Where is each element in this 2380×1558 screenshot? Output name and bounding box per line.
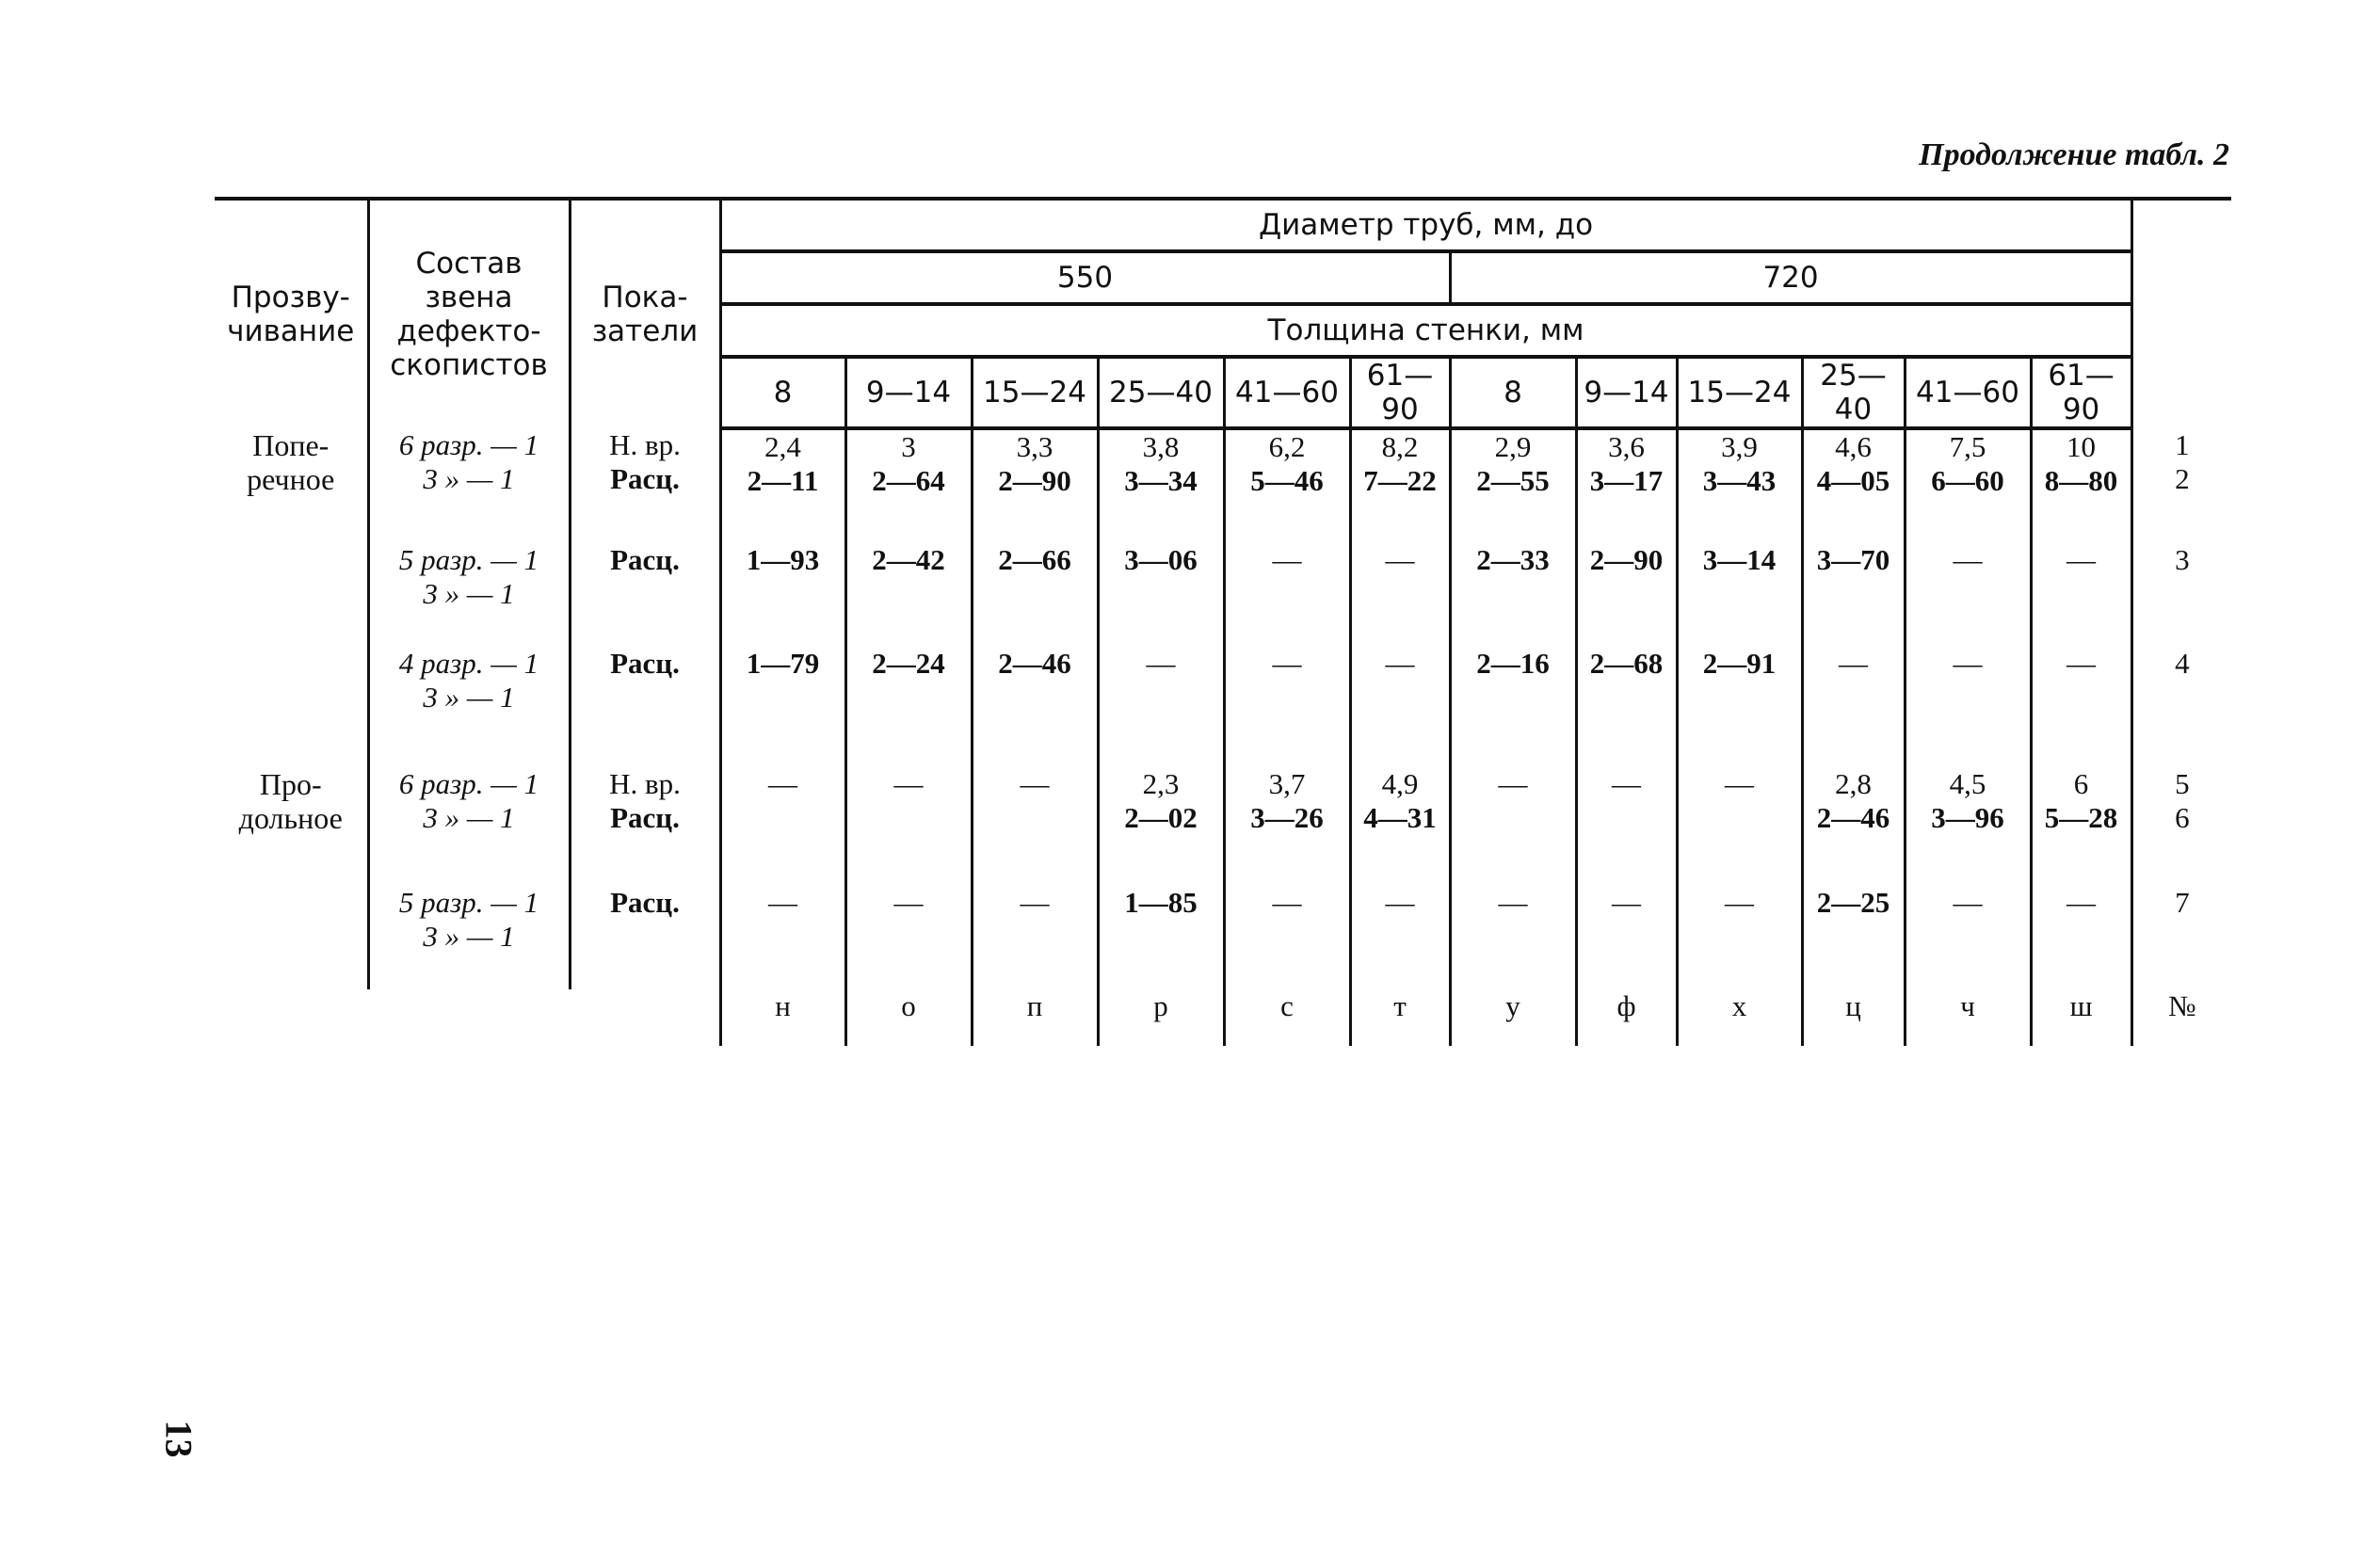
header-thickness: 15—24 <box>972 357 1098 428</box>
value-rate: 2—90 <box>998 464 1071 497</box>
value-rate: — <box>1020 767 1050 800</box>
footer-blank <box>215 989 368 1046</box>
value-rate: 3—26 <box>1250 801 1324 834</box>
header-row <box>215 199 2231 251</box>
cell-crew <box>368 428 570 543</box>
footer-letter: № <box>2131 989 2231 1046</box>
indicator-line: Н. вр. <box>609 428 681 461</box>
cell-value <box>720 428 845 543</box>
value-rate: — <box>1725 886 1754 919</box>
value-norm: 3,6 <box>1608 430 1645 463</box>
cell-value <box>1350 428 1450 543</box>
value-rate: 7—22 <box>1363 464 1437 497</box>
value-rate: 2—68 <box>1589 647 1664 680</box>
cell-indicator <box>570 886 720 989</box>
cell-value <box>1098 767 1224 886</box>
cell-value <box>1224 428 1350 543</box>
cell-indicator <box>570 428 720 543</box>
cell-value <box>1576 428 1677 543</box>
value-rate: — <box>1953 543 1983 576</box>
value-rate: 2—64 <box>872 464 945 497</box>
cell-value <box>1802 428 1905 543</box>
crew-line: 5 разр. — 1 <box>398 543 539 576</box>
value-norm: 3,3 <box>1016 430 1053 463</box>
value-norm: 3 <box>901 430 916 463</box>
header-d550: 550 <box>720 251 1450 304</box>
value-rate: 2—66 <box>998 543 1071 576</box>
cell-value <box>1905 886 2031 989</box>
cell-value <box>1802 886 1905 989</box>
value-rate: — <box>1498 886 1528 919</box>
footer-letter: у <box>1450 989 1576 1046</box>
value-rate: 4—05 <box>1816 464 1890 497</box>
table-row <box>215 543 2231 647</box>
crew-line: 5 разр. — 1 <box>398 886 539 919</box>
cell-crew <box>368 647 570 767</box>
cell-value <box>1224 647 1350 767</box>
value-rate: — <box>1725 767 1754 800</box>
table-row <box>215 647 2231 767</box>
cell-value <box>2031 428 2131 543</box>
header-thickness: 61—90 <box>2031 357 2131 428</box>
value-rate: 3—14 <box>1702 543 1777 576</box>
cell-value <box>2031 647 2131 767</box>
value-norm: 8,2 <box>1381 430 1419 463</box>
value-rate: — <box>2066 647 2097 680</box>
value-rate: 2—24 <box>872 647 945 680</box>
table-caption: Продолжение табл. 2 <box>1919 137 2229 172</box>
cell-value <box>1905 767 2031 886</box>
cell-value <box>845 428 972 543</box>
cell-value <box>1350 647 1450 767</box>
row-number: 2 <box>2175 462 2190 495</box>
value-rate: 3—43 <box>1702 464 1777 497</box>
header-wall: Толщина стенки, мм <box>720 304 2131 357</box>
row-number: 3 <box>2175 543 2190 576</box>
value-rate: 2—02 <box>1124 801 1198 834</box>
value-rate: 2—16 <box>1476 647 1550 680</box>
row-number: 5 <box>2175 767 2190 800</box>
value-norm: 4,6 <box>1835 430 1872 463</box>
cell-value <box>1677 543 1802 647</box>
header-thickness: 25—40 <box>1098 357 1224 428</box>
cell-crew <box>368 886 570 989</box>
cell-value <box>720 767 845 886</box>
cell-value <box>2031 767 2131 886</box>
value-norm: 2,8 <box>1835 767 1872 800</box>
value-rate: 3—70 <box>1816 543 1890 576</box>
cell-value <box>1576 647 1677 767</box>
cell-row-number <box>2131 543 2231 647</box>
value-rate: — <box>893 767 924 800</box>
cell-value <box>972 647 1098 767</box>
value-rate: 2—91 <box>1702 647 1777 680</box>
cell-crew <box>368 543 570 647</box>
footer-letter: х <box>1677 989 1802 1046</box>
value-rate: — <box>1953 647 1983 680</box>
rates-table <box>215 197 2231 1046</box>
cell-indicator <box>570 767 720 886</box>
row-number: 6 <box>2175 801 2190 834</box>
cell-value <box>1350 767 1450 886</box>
cell-value <box>1905 543 2031 647</box>
value-norm: 2,3 <box>1142 767 1180 800</box>
cell-row-number <box>2131 428 2231 543</box>
value-rate: 3—96 <box>1931 801 2004 834</box>
value-rate: 2—42 <box>872 543 945 576</box>
indicator-line: Н. вр. <box>609 767 681 800</box>
value-norm: 10 <box>2066 430 2097 463</box>
value-rate: 1—79 <box>746 647 820 680</box>
cell-value <box>2031 543 2131 647</box>
cell-value <box>1450 543 1576 647</box>
cell-value <box>972 767 1098 886</box>
cell-value <box>1905 428 2031 543</box>
cell-row-number <box>2131 647 2231 767</box>
cell-value <box>1224 886 1350 989</box>
cell-value <box>845 647 972 767</box>
table-row <box>215 428 2231 543</box>
cell-value <box>972 543 1098 647</box>
cell-value <box>972 428 1098 543</box>
cell-crew <box>368 767 570 886</box>
cell-value <box>1677 647 1802 767</box>
value-rate: 4—31 <box>1363 801 1437 834</box>
cell-value <box>972 886 1098 989</box>
value-rate: 1—93 <box>746 543 820 576</box>
header-thickness: 25—40 <box>1802 357 1905 428</box>
value-norm: 2,4 <box>764 430 801 463</box>
footer-letter: ц <box>1802 989 1905 1046</box>
crew-line: 3 » — 1 <box>423 681 515 714</box>
header-thickness: 15—24 <box>1677 357 1802 428</box>
cell-value <box>1802 767 1905 886</box>
header-thickness: 9—14 <box>1576 357 1677 428</box>
cell-value <box>720 647 845 767</box>
crew-line: 3 » — 1 <box>423 801 515 834</box>
footer-letter: т <box>1350 989 1450 1046</box>
value-rate: — <box>1953 886 1983 919</box>
value-rate: — <box>1498 767 1528 800</box>
value-rate: 2—46 <box>998 647 1071 680</box>
cell-value <box>1576 886 1677 989</box>
cell-value <box>845 767 972 886</box>
value-rate: — <box>768 886 797 919</box>
value-rate: 3—06 <box>1124 543 1198 576</box>
header-thickness: 41—60 <box>1224 357 1350 428</box>
value-rate: — <box>1020 886 1050 919</box>
crew-line: 4 разр. — 1 <box>398 647 539 680</box>
table-body <box>215 199 2231 1046</box>
value-norm: 2,9 <box>1494 430 1532 463</box>
cell-value <box>1576 543 1677 647</box>
crew-line: 3 » — 1 <box>423 462 515 495</box>
cell-indicator <box>570 647 720 767</box>
value-rate: 2—11 <box>747 464 819 497</box>
cell-value <box>1224 543 1350 647</box>
value-norm: 4,5 <box>1949 767 1986 800</box>
value-rate: — <box>1272 886 1302 919</box>
value-norm: 3,7 <box>1268 767 1306 800</box>
value-norm: 6 <box>2073 767 2089 800</box>
row-number: 4 <box>2175 647 2190 680</box>
cell-sounding: Попе- речное <box>215 428 368 543</box>
cell-value <box>1905 647 2031 767</box>
footer-letter: п <box>972 989 1098 1046</box>
crew-line: 6 разр. — 1 <box>398 428 539 461</box>
value-rate: — <box>1385 647 1415 680</box>
cell-value <box>720 886 845 989</box>
header-d720: 720 <box>1450 251 2131 304</box>
value-rate: — <box>2066 543 2097 576</box>
crew-line: 6 разр. — 1 <box>398 767 539 800</box>
indicator-line: Расц. <box>610 886 680 919</box>
header-diameter: Диаметр труб, мм, до <box>720 199 2131 251</box>
cell-row-number <box>2131 767 2231 886</box>
value-rate: 5—28 <box>2044 801 2118 834</box>
cell-indicator <box>570 543 720 647</box>
value-rate: — <box>1839 647 1868 680</box>
value-rate: — <box>1272 647 1302 680</box>
value-rate: 8—80 <box>2044 464 2118 497</box>
indicator-line: Расц. <box>610 801 680 834</box>
value-rate: 2—33 <box>1476 543 1550 576</box>
cell-value <box>1576 767 1677 886</box>
footer-letter: ш <box>2031 989 2131 1046</box>
cell-row-number <box>2131 886 2231 989</box>
footer-row <box>215 989 2231 1046</box>
footer-blank <box>368 989 570 1046</box>
value-rate: 3—34 <box>1124 464 1198 497</box>
value-rate: — <box>1272 543 1302 576</box>
value-norm: 3,8 <box>1142 430 1180 463</box>
value-rate: 2—46 <box>1816 801 1890 834</box>
header-crew: Состав звена дефекто- скопистов <box>368 199 570 428</box>
footer-blank <box>570 989 720 1046</box>
header-num-col <box>2131 199 2231 428</box>
table-row <box>215 886 2231 989</box>
value-rate: — <box>1385 886 1415 919</box>
cell-value <box>1098 543 1224 647</box>
cell-sounding <box>215 647 368 767</box>
value-rate: 2—25 <box>1816 886 1890 919</box>
indicator-line: Расц. <box>610 462 680 495</box>
header-thickness: 8 <box>1450 357 1576 428</box>
header-indicators: Пока- затели <box>570 199 720 428</box>
footer-letter: о <box>845 989 972 1046</box>
value-norm: 3,9 <box>1721 430 1758 463</box>
value-norm: 7,5 <box>1949 430 1986 463</box>
cell-value <box>845 543 972 647</box>
footer-letter: р <box>1098 989 1224 1046</box>
cell-value <box>1677 767 1802 886</box>
cell-value <box>2031 886 2131 989</box>
cell-sounding: Про- дольное <box>215 767 368 886</box>
header-thickness: 41—60 <box>1905 357 2031 428</box>
footer-letter: с <box>1224 989 1350 1046</box>
cell-value <box>1450 886 1576 989</box>
value-rate: 2—90 <box>1589 543 1664 576</box>
footer-letter: ч <box>1905 989 2031 1046</box>
page-number: 13 <box>157 1420 201 1458</box>
cell-value <box>1224 767 1350 886</box>
cell-value <box>1098 428 1224 543</box>
header-thickness: 8 <box>720 357 845 428</box>
value-rate: 3—17 <box>1589 464 1664 497</box>
cell-value <box>1677 886 1802 989</box>
cell-sounding <box>215 543 368 647</box>
row-number: 7 <box>2175 886 2190 919</box>
table-row <box>215 767 2231 886</box>
crew-line: 3 » — 1 <box>423 577 515 610</box>
cell-value <box>1350 886 1450 989</box>
cell-value <box>845 886 972 989</box>
value-rate: — <box>1146 647 1176 680</box>
cell-value <box>1450 647 1576 767</box>
value-rate: — <box>768 767 797 800</box>
cell-value <box>1450 428 1576 543</box>
value-norm: 4,9 <box>1381 767 1419 800</box>
cell-value <box>1098 647 1224 767</box>
row-number: 1 <box>2175 428 2190 461</box>
value-rate: 1—85 <box>1124 886 1198 919</box>
value-rate: 6—60 <box>1931 464 2004 497</box>
header-sounding: Прозву- чивание <box>215 199 368 428</box>
cell-value <box>1802 543 1905 647</box>
cell-value <box>1350 543 1450 647</box>
cell-value <box>1677 428 1802 543</box>
value-rate: — <box>1612 886 1641 919</box>
value-rate: 5—46 <box>1250 464 1324 497</box>
cell-value <box>1450 767 1576 886</box>
value-rate: — <box>2066 886 2097 919</box>
cell-sounding <box>215 886 368 989</box>
value-norm: 6,2 <box>1268 430 1306 463</box>
value-rate: — <box>893 886 924 919</box>
indicator-line: Расц. <box>610 543 680 576</box>
value-rate: 2—55 <box>1476 464 1550 497</box>
footer-letter: ф <box>1576 989 1677 1046</box>
header-thickness: 9—14 <box>845 357 972 428</box>
cell-value <box>1098 886 1224 989</box>
value-rate: — <box>1385 543 1415 576</box>
cell-value <box>1802 647 1905 767</box>
cell-value <box>720 543 845 647</box>
footer-letter: н <box>720 989 845 1046</box>
value-rate: — <box>1612 767 1641 800</box>
header-thickness: 61—90 <box>1350 357 1450 428</box>
crew-line: 3 » — 1 <box>423 920 515 953</box>
indicator-line: Расц. <box>610 647 680 680</box>
